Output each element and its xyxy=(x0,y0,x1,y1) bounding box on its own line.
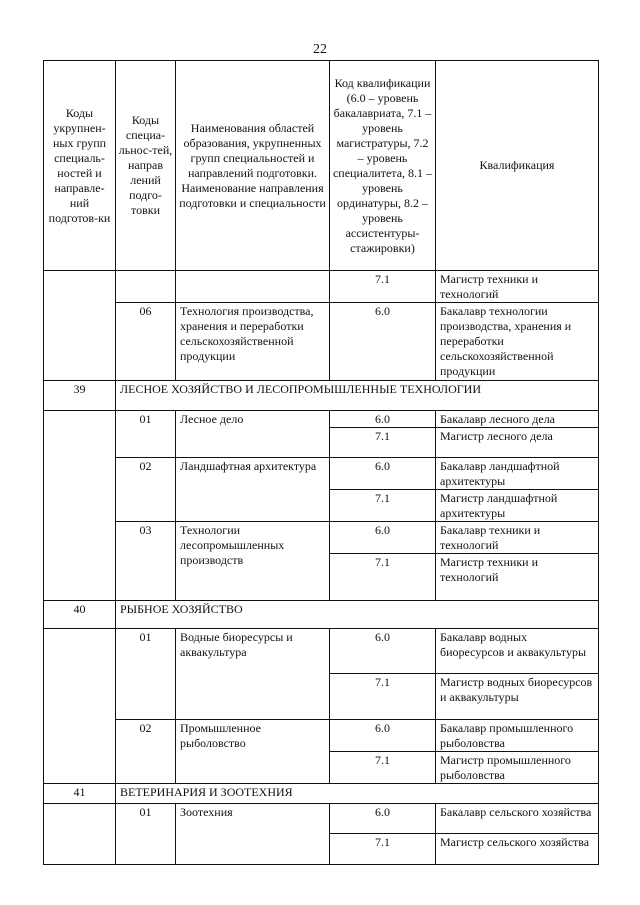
group-header-row xyxy=(44,601,599,629)
level-cell: 7.1 xyxy=(330,674,436,720)
specialty-name-cell: Ландшафтная архитектура xyxy=(176,458,330,522)
specialty-code-cell: 01 xyxy=(116,629,176,720)
table-row xyxy=(44,303,599,381)
specialty-name-cell: Промышленное рыболовство xyxy=(176,720,330,784)
specialty-code-cell: 02 xyxy=(116,458,176,522)
qualification-cell: Магистр лесного дела xyxy=(436,428,599,458)
group-code-cell xyxy=(44,629,116,784)
group-code-cell xyxy=(44,271,116,381)
group-title-cell: РЫБНОЕ ХОЗЯЙСТВО xyxy=(116,601,599,629)
qualification-cell: Бакалавр ландшафтной архитектуры xyxy=(436,458,599,490)
table-row xyxy=(44,720,599,752)
qualification-cell: Магистр промышленного рыболовства xyxy=(436,752,599,784)
specialty-code-cell: 03 xyxy=(116,522,176,601)
table-row xyxy=(44,804,599,834)
group-code-cell: 40 xyxy=(44,601,116,629)
table-row xyxy=(44,458,599,490)
group-code-cell xyxy=(44,411,116,601)
specialty-name-cell xyxy=(176,271,330,303)
qualification-cell: Бакалавр лесного дела xyxy=(436,411,599,428)
header-qualification: Квалификация xyxy=(436,61,599,271)
level-cell: 6.0 xyxy=(330,411,436,428)
table-row xyxy=(44,271,599,303)
group-header-row xyxy=(44,784,599,804)
specialty-code-cell: 01 xyxy=(116,411,176,458)
qualification-cell: Магистр техники и технологий xyxy=(436,271,599,303)
header-qualification-code: Код квалификации (6.0 – уровень бакалавриата, 7.1 – уровень магистратуры, 7.2 – уровень специалитета, 8.1 – уровень ординатуры, 8.2 – уровень ассистентуры-стажировки) xyxy=(330,61,436,271)
level-cell: 6.0 xyxy=(330,720,436,752)
qualification-cell: Магистр сельского хозяйства xyxy=(436,834,599,865)
specialty-code-cell: 01 xyxy=(116,804,176,865)
specialty-code-cell: 02 xyxy=(116,720,176,784)
qualification-cell: Магистр ландшафтной архитектуры xyxy=(436,490,599,522)
table-row xyxy=(44,522,599,554)
specialty-code-cell xyxy=(116,271,176,303)
specialty-name-cell: Водные биоресурсы и аквакультура xyxy=(176,629,330,720)
specialty-name-cell: Технология производства, хранения и переработки сельскохозяйственной продукции xyxy=(176,303,330,381)
qualification-cell: Бакалавр технологии производства, хранения и переработки сельскохозяйственной продукции xyxy=(436,303,599,381)
table-row xyxy=(44,629,599,674)
qualification-cell: Бакалавр сельского хозяйства xyxy=(436,804,599,834)
table-row xyxy=(44,411,599,428)
level-cell: 7.1 xyxy=(330,752,436,784)
qualification-cell: Магистр техники и технологий xyxy=(436,554,599,601)
level-cell: 6.0 xyxy=(330,629,436,674)
qualification-table xyxy=(43,60,599,865)
level-cell: 7.1 xyxy=(330,271,436,303)
level-cell: 6.0 xyxy=(330,458,436,490)
qualification-cell: Магистр водных биоресурсов и аквакультуры xyxy=(436,674,599,720)
group-code-cell: 41 xyxy=(44,784,116,804)
level-cell: 7.1 xyxy=(330,428,436,458)
level-cell: 7.1 xyxy=(330,490,436,522)
group-title-cell: ЛЕСНОЕ ХОЗЯЙСТВО И ЛЕСОПРОМЫШЛЕННЫЕ ТЕХНОЛОГИИ xyxy=(116,381,599,411)
level-cell: 7.1 xyxy=(330,834,436,865)
group-code-cell: 39 xyxy=(44,381,116,411)
level-cell: 7.1 xyxy=(330,554,436,601)
header-specialty-codes: Коды специа-льнос-тей, направ лений подго-товки xyxy=(116,61,176,271)
specialty-name-cell: Зоотехния xyxy=(176,804,330,865)
specialty-code-cell: 06 xyxy=(116,303,176,381)
group-title-cell: ВЕТЕРИНАРИЯ И ЗООТЕХНИЯ xyxy=(116,784,599,804)
level-cell: 6.0 xyxy=(330,522,436,554)
group-header-row xyxy=(44,381,599,411)
group-code-cell xyxy=(44,804,116,865)
qualification-cell: Бакалавр техники и технологий xyxy=(436,522,599,554)
level-cell: 6.0 xyxy=(330,303,436,381)
header-group-codes: Коды укрупнен-ных групп специаль-ностей и направле-ний подготов-ки xyxy=(44,61,116,271)
header-names: Наименования областей образования, укрупненных групп специальностей и направлений подготовки. Наименование направления подготовки и специальности xyxy=(176,61,330,271)
page-number: 22 xyxy=(313,42,327,57)
level-cell: 6.0 xyxy=(330,804,436,834)
specialty-name-cell: Лесное дело xyxy=(176,411,330,458)
qualification-cell: Бакалавр промышленного рыболовства xyxy=(436,720,599,752)
specialty-name-cell: Технологии лесопромышленных производств xyxy=(176,522,330,601)
qualification-cell: Бакалавр водных биоресурсов и аквакультуры xyxy=(436,629,599,674)
qualification-table-wrapper xyxy=(43,60,598,865)
header-row xyxy=(44,61,599,271)
